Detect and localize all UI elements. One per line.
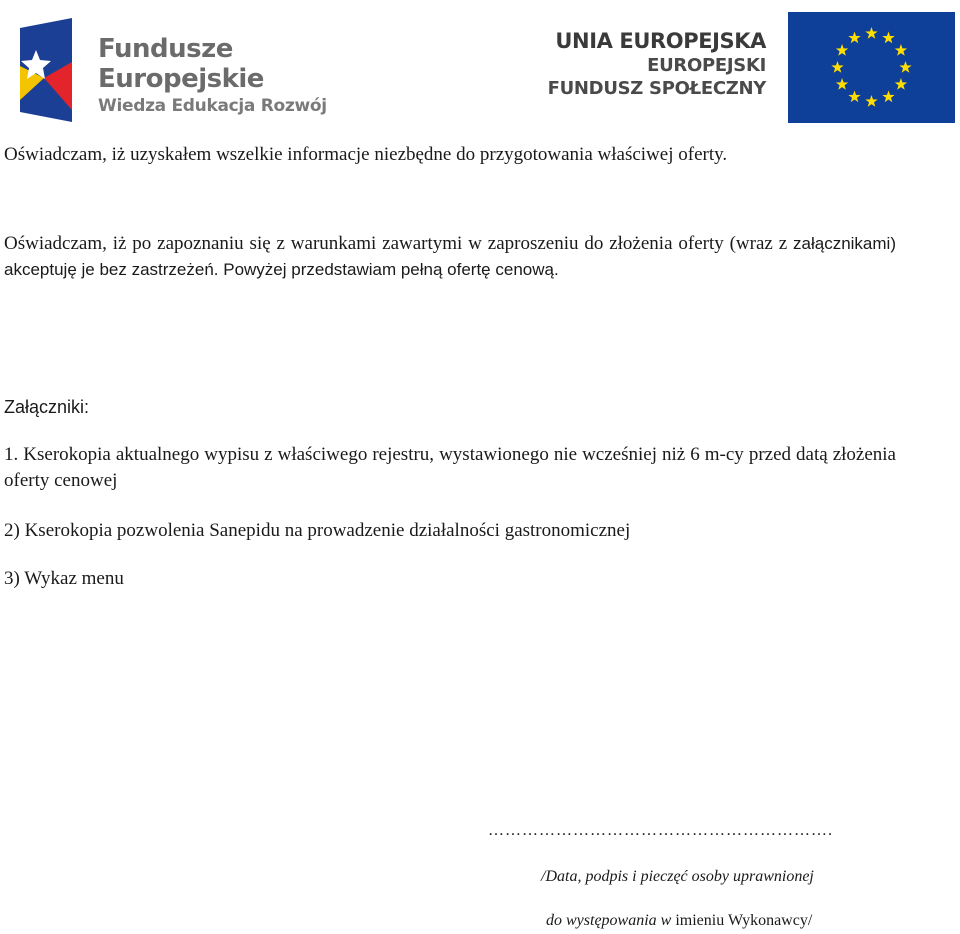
eu-star-icon — [899, 61, 911, 73]
signature-caption-line2 — [546, 912, 812, 930]
eu-star-icon — [831, 61, 843, 73]
statement-information: Oświadczam, iż uzyskałem wszelkie informacje niezbędne do przygotowania właściwej oferty. — [4, 144, 728, 165]
eu-logo-subtitle-2: FUNDUSZ SPOŁECZNY — [547, 78, 766, 99]
statement-acceptance-part2: załącznikami) akceptuję je bez zastrzeżeń. Powyżej przedstawiam pełną ofertę cenową. — [4, 234, 896, 279]
eu-star-icon — [865, 27, 877, 39]
eu-logo-title: UNIA EUROPEJSKA — [555, 29, 766, 53]
signature-dots: ……………………………………………………. — [488, 822, 833, 839]
signature-caption-line2-italic: do występowania w — [546, 912, 672, 929]
fe-star-mark-icon — [18, 18, 80, 126]
eu-star-icon — [882, 90, 894, 102]
attachments-heading: Załączniki: — [4, 397, 90, 417]
eu-logo-subtitle-1: EUROPEJSKI — [647, 55, 766, 76]
eu-star-icon — [882, 32, 894, 44]
eu-stars — [788, 12, 955, 123]
fe-logo-line2: Europejskie — [98, 64, 264, 94]
attachment-item-1: 1. Kserokopia aktualnego wypisu z właściwego rejestru, wystawionego nie wcześniej niż 6 m-cy przed datą złożenia oferty cenowej — [4, 444, 896, 491]
fe-logo-line1: Fundusze — [98, 34, 233, 64]
eu-star-icon — [895, 78, 907, 90]
attachment-item-3: 3) Wykaz menu — [4, 568, 124, 589]
eu-flag-icon — [788, 12, 955, 123]
signature-caption-line2-normal: imieniu Wykonawcy/ — [671, 912, 813, 929]
eu-star-icon — [836, 44, 848, 56]
eu-star-icon — [865, 95, 877, 107]
eu-star-icon — [836, 78, 848, 90]
fe-logo-tagline: Wiedza Edukacja Rozwój — [98, 96, 327, 116]
statement-acceptance-part1: Oświadczam, iż po zapoznaniu się z warunkami zawartymi w zaproszeniu do złożenia oferty (wraz z — [4, 233, 794, 254]
attachment-item-2: 2) Kserokopia pozwolenia Sanepidu na prowadzenie działalności gastronomicznej — [4, 520, 631, 541]
fundusze-europejskie-logo — [18, 18, 327, 126]
signature-caption-line1: /Data, podpis i pieczęć osoby uprawnionej — [541, 868, 814, 885]
statement-acceptance — [4, 231, 896, 283]
eu-star-icon — [848, 90, 860, 102]
eu-star-icon — [895, 44, 907, 56]
eu-logo-text — [548, 28, 766, 100]
eu-star-icon — [848, 32, 860, 44]
